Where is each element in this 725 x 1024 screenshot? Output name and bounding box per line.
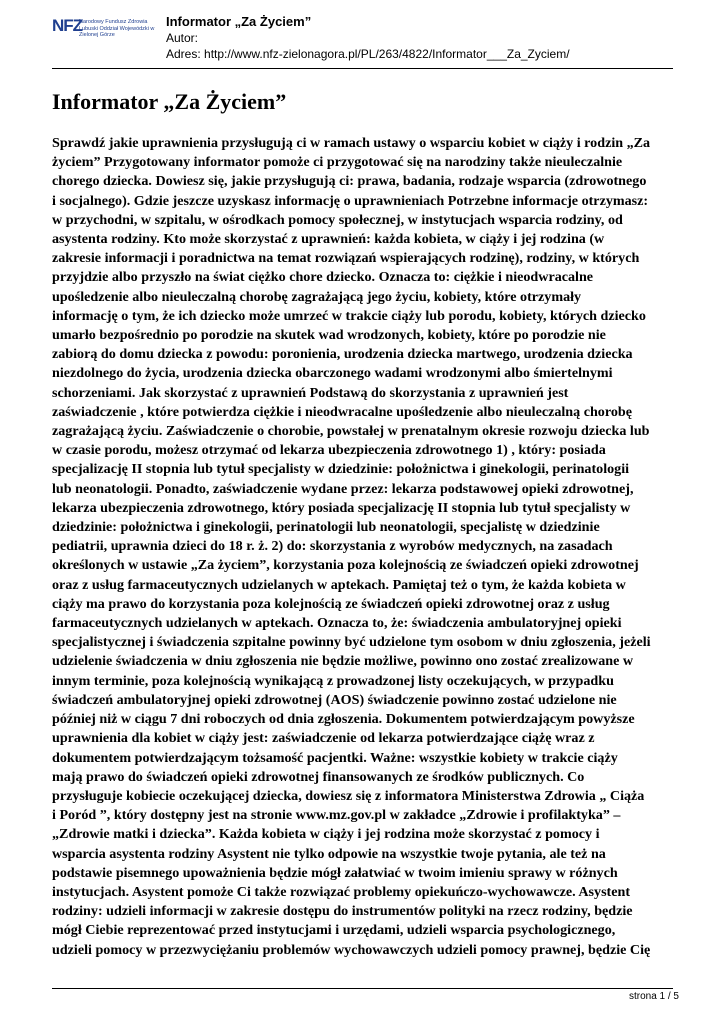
nfz-logo-subtitle: Narodowy Fundusz Zdrowia Lubuski Oddział Wojewódzki w Zielonej Górze [79,19,155,38]
body-line: asystenta rodziny. Kto może skorzystać z uprawnień: każda kobieta, w ciąży i jej rodzina (w [52,231,605,248]
body-line: instytucjach. Asystent pomoże Ci także rozwiązać problemy opiekuńczo-wychowawcze. Asystent [52,883,631,900]
body-line: pediatrii, uprawnia dzieci do 18 r. ż. 2) do: skorzystania z wyrobów medycznych, na zasadach [52,538,613,555]
body-line: zabiorą do domu dziecka z powodu: poronienia, urodzenia dziecka martwego, urodzenia dziecka [52,346,633,363]
page-header [52,14,678,70]
header-title: Informator „Za Życiem” [166,14,312,29]
header-meta [166,14,570,62]
body-line: życiem” Przygotowany informator pomoże ci przygotować się na narodziny także nieuleczalnie [52,154,623,171]
header-divider [52,68,673,69]
body-line: specjalistycznej i świadczenia szpitalne powinny być udzielone tym osobom w dniu zgłoszenia, jeżeli [52,634,651,651]
body-line: później niż w ciągu 7 dni roboczych od dnia zgłoszenia. Dokumentem potwierdzającym powyższe [52,711,635,728]
body-line: specjalizację II stopnia lub tytuł specjalisty w dziedzinie: położnictwa i ginekologii, perinatologii [52,461,630,478]
body-line: dziedzinie: położnictwa i ginekologii, perinatologii lub neonatologii, specjalistę w dziedzinie [52,519,600,536]
body-line: i socjalnego). Gdzie jeszcze uzyskasz informację o uprawnieniach Potrzebne informacje otrzymasz: [52,192,649,209]
body-line: umarło bezpośrednio po porodzie na skutek wad wrodzonych, kobiety, które po porodzie nie [52,327,606,344]
nfz-logo [52,16,155,48]
body-line: „Zdrowie matki i dziecka”. Każda kobieta w ciąży i jej rodzina może skorzystać z pomocy i [52,826,600,843]
header-author: Autor: [166,31,199,45]
body-line: mają prawo do świadczeń opieki zdrowotnej finansowanych ze środków publicznych. Co [52,768,585,785]
body-line: zagrażającą życiu. Zaświadczenie o chorobie, powstałej w prenatalnym okresie rozwoju dziecka lub [52,423,650,440]
body-line: wsparcia asystenta rodziny Asystent nie tylko odpowie na wszystkie twoje pytania, ale też na [52,845,606,862]
body-line: farmaceutycznych udzielanych w aptekach. Oznacza to, że: świadczenia ambulatoryjnej opieki [52,615,622,632]
footer-divider [52,988,673,989]
body-line: udzieli pomocy w przezwyciężaniu problemów wychowawczych udzieli pomocy prawnej, będzie Cię [52,941,651,958]
body-line: zakresie informacji i poradnictwa na temat rozwiązań wspierających rodzinę), rodziny, w których [52,250,640,267]
body-line: chorego dziecka. Dowiesz się, jakie przysługują ci: prawa, badania, rodzaje wsparcia (zdrowotnego [52,173,647,190]
body-line: podstawie pisemnego upoważnienia będzie mógł załatwiać w twoim imieniu sprawy w różnych [52,864,618,881]
body-line: w przychodni, w szpitalu, w ośrodkach pomocy społecznej, w instytucjach wsparcia rodziny, od [52,211,623,228]
body-line: innym terminie, poza kolejnością wynikającą z prowadzonej listy oczekujących, w przypadku [52,672,614,689]
nfz-logo-text: NFZ [52,16,83,35]
header-address: Adres: http://www.nfz-zielonagora.pl/PL/263/4822/Informator___Za_Zyciem/ [166,47,570,61]
document-body [52,134,672,960]
page-number: strona 1 / 5 [628,991,679,1002]
body-line: rodziny: udzieli informacji w zakresie dostępu do instrumentów polityki na rzecz rodziny, będzie [52,903,633,920]
body-line: określonych w ustawie „Za życiem”, korzystania poza kolejnością ze świadczeń opieki zdrowotnej [52,557,639,574]
body-line: świadczeń ambulatoryjnej opieki zdrowotnej (AOS) świadczenie powinno zostać udzielone nie [52,691,617,708]
body-line: uprawnienia dla kobiet w ciąży jest: zaświadczenie od lekarza potwierdzające ciążę wraz z [52,730,595,747]
body-line: dokumentem potwierdzającym tożsamość pacjentki. Ważne: wszystkie kobiety w trakcie ciąży [52,749,618,766]
body-line: udzielenie świadczenia w dniu zgłoszenia nie będzie możliwe, powinno ono zostać zrealizowane w [52,653,634,670]
body-line: przysługuje kobiecie oczekującej dziecka, dowiesz się z informatora Ministerstwa Zdrowia „ Ciąża [52,787,645,804]
body-line: niezdolnego do życia, urodzenia dziecka obarczonego wadami wrodzonymi albo śmiertelnymi [52,365,613,382]
body-line: Sprawdź jakie uprawnienia przysługują ci w ramach ustawy o wsparciu kobiet w ciąży i rodzin „Za [52,135,651,151]
body-line: w czasie porodu, możesz otrzymać od lekarza ubezpieczenia zdrowotnego 1) , który: posiada [52,442,606,459]
body-line: lekarza ubezpieczenia zdrowotnego, który posiada specjalizację II stopnia lub tytuł specjalisty w [52,499,631,516]
document-heading: Informator „Za Życiem” [52,89,287,114]
body-line: ciąży ma prawo do korzystania poza kolejnością ze świadczeń opieki zdrowotnej oraz z usług [52,595,610,612]
body-line: lub neonatologii. Ponadto, zaświadczenie wydane przez: lekarza podstawowej opieki zdrowotnej, [52,480,634,497]
body-line: zaświadczenie , które potwierdza ciężkie i nieodwracalne upośledzenie albo nieuleczalną chorobę [52,403,632,420]
body-line: i Poród ”, który dostępny jest na stronie www.mz.gov.pl w zakładce „Zdrowie i profilaktyka” – [52,807,621,824]
body-line: oraz z usług farmaceutycznych udzielanych w aptekach. Pamiętaj też o tym, że każda kobieta w [52,576,626,593]
body-line: schorzeniami. Jak skorzystać z uprawnień Podstawą do skorzystania z uprawnień jest [52,384,569,401]
body-line: upośledzenie albo nieuleczalną chorobę zagrażającą jego życiu, kobiety, które otrzymały [52,288,582,305]
body-line: przyjdzie albo przyszło na świat ciężko chore dziecko. Oznacza to: ciężkie i nieodwracalne [52,269,594,286]
body-line: informację o tym, że ich dziecko może umrzeć w trakcie ciąży lub porodu, kobiety, których dziecko [52,307,646,324]
body-line: mógł Ciebie reprezentować przed instytucjami i urzędami, udzieli wsparcia psychologicznego, [52,922,616,939]
